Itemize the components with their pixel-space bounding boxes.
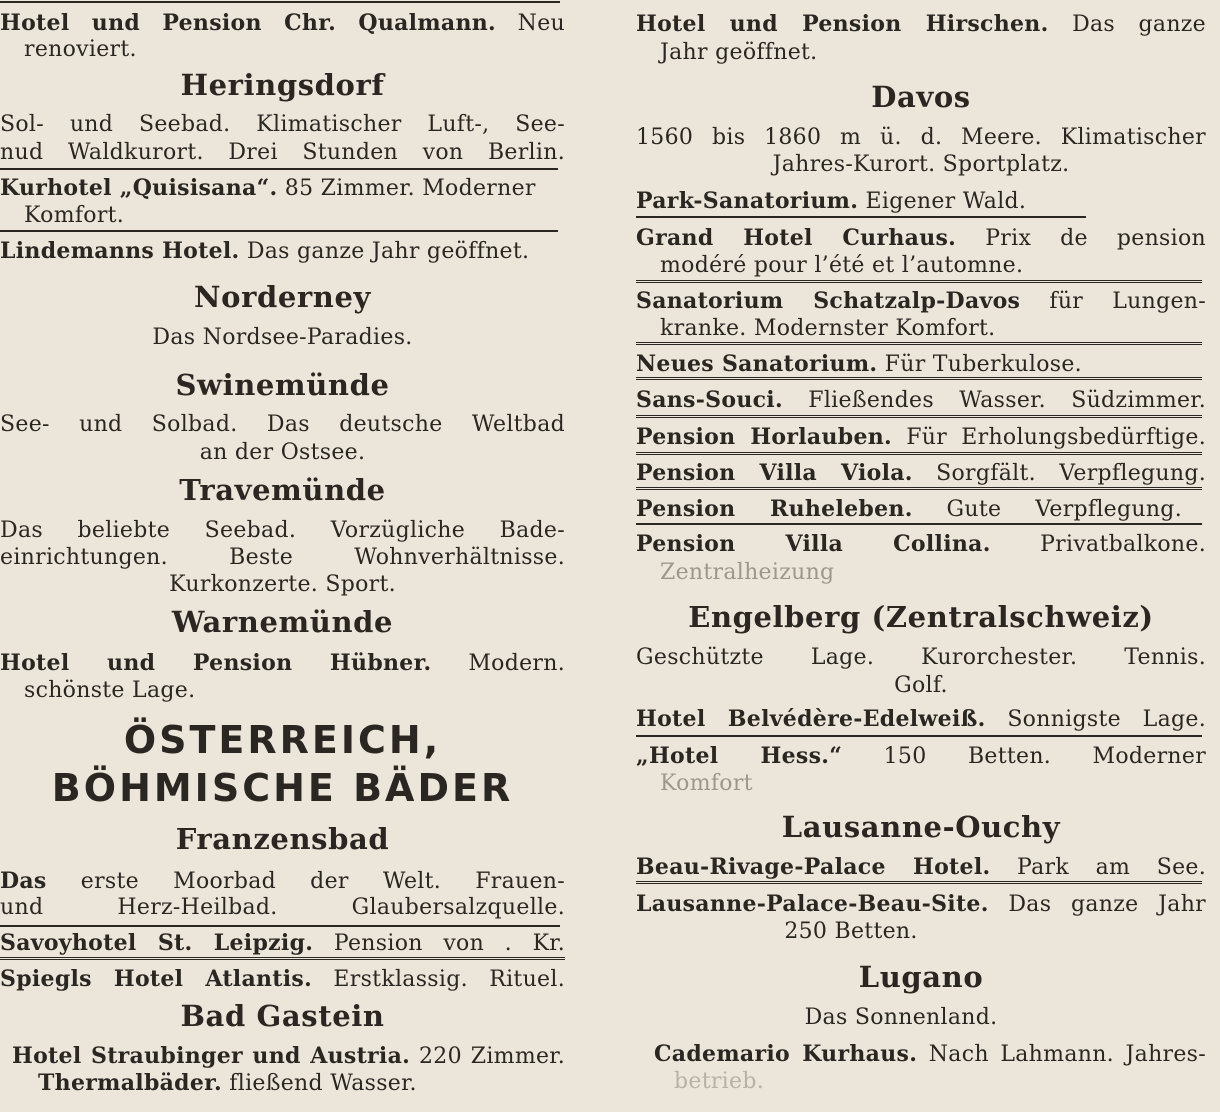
heading-heringsdorf: Heringsdorf xyxy=(180,68,385,102)
listing-sans-souci xyxy=(636,387,1206,414)
listing-hirschen xyxy=(636,11,1206,38)
description-line: und Herz-Heilbad. Glaubersalzquelle. xyxy=(0,895,565,920)
heading-norderney: Norderney xyxy=(194,280,371,314)
listing-lausanne-palace xyxy=(636,891,1206,918)
listing-text: Komfort. xyxy=(24,203,125,228)
listing-park-sanatorium xyxy=(636,188,1206,215)
description-line: 1560 bis 1860 m ü. d. Meere. Klimatischer xyxy=(636,125,1206,150)
hotel-name: Hotel und Pension Chr. Qualmann. xyxy=(0,10,497,36)
separator-rule xyxy=(636,735,1202,737)
listing-beau-rivage xyxy=(636,854,1206,881)
listing-text: renoviert. xyxy=(24,37,137,62)
listing-text: kranke. Modernster Komfort. xyxy=(660,316,996,341)
listing-text: 250 Betten. xyxy=(784,919,918,944)
listing-text: 85 Zimmer. Moderner xyxy=(284,176,536,201)
description-line: nud Waldkurort. Drei Stunden von Berlin. xyxy=(0,140,565,165)
hotel-name: Spiegls Hotel Atlantis. xyxy=(0,966,313,992)
description-line: Kurkonzerte. Sport. xyxy=(169,572,396,597)
separator-rule xyxy=(636,342,1202,348)
heading-lausanne: Lausanne-Ouchy xyxy=(781,810,1061,844)
listing-text: Nach Lahmann. Jahres- xyxy=(928,1042,1206,1067)
hotel-name: Kurhotel „Quisisana“. xyxy=(0,175,278,201)
listing-lindemanns xyxy=(0,238,565,265)
listing-text: betrieb. xyxy=(674,1069,764,1094)
listing-text: Eigener Wald. xyxy=(865,189,1027,214)
listing-atlantis xyxy=(0,966,565,993)
listing-text: Gute Verpflegung. xyxy=(946,497,1182,522)
listing-qualmann xyxy=(0,10,565,37)
description-line: Golf. xyxy=(894,673,948,698)
hotel-name: Pension Horlauben. xyxy=(636,424,893,450)
listing-savoyhotel xyxy=(0,930,565,957)
listing-text: Das ganze xyxy=(1072,12,1207,37)
listing-horlauben xyxy=(636,424,1206,451)
section-title-line1: ÖSTERREICH, xyxy=(123,718,442,762)
listing-villa-collina xyxy=(636,531,1206,558)
listing-text: Neu xyxy=(517,11,565,36)
listing-text xyxy=(0,1070,565,1097)
hotel-name: Park-Sanatorium. xyxy=(636,188,859,214)
listing-text: für Lungen- xyxy=(1049,289,1207,314)
separator-rule xyxy=(636,523,1202,525)
listing-text: Modern. xyxy=(468,651,565,676)
heading-franzensbad: Franzensbad xyxy=(175,822,390,856)
description-line: Das Sonnenland. xyxy=(804,1005,998,1030)
separator-rule xyxy=(0,925,560,927)
amenity-name: Thermalbäder. xyxy=(38,1070,222,1096)
hotel-name: Lausanne-Palace-Beau-Site. xyxy=(636,891,989,917)
listing-ruheleben xyxy=(636,496,1182,523)
description-line xyxy=(0,868,565,895)
listing-text: 220 Zimmer. xyxy=(418,1044,565,1069)
section-title-line2: BÖHMISCHE BÄDER xyxy=(51,766,514,810)
listing-text: Für Tuberkulose. xyxy=(884,352,1082,377)
hotel-name: Neues Sanatorium. xyxy=(636,351,878,377)
hotel-name: Sanatorium Schatzalp-Davos xyxy=(636,288,1021,314)
listing-straubinger xyxy=(12,1043,565,1070)
description-line: Das beliebte Seebad. Vorzügliche Bade- xyxy=(0,518,565,543)
hotel-name: Savoyhotel St. Leipzig. xyxy=(0,930,314,956)
separator-rule xyxy=(636,881,1202,887)
description-line: Das Nordsee-Paradies. xyxy=(152,325,413,350)
description-line: See- und Solbad. Das deutsche Weltbad xyxy=(0,412,565,437)
description-line: Geschützte Lage. Kurorchester. Tennis. xyxy=(636,645,1206,670)
listing-neues-sanatorium xyxy=(636,351,1206,378)
listing-text: schönste Lage. xyxy=(24,678,196,703)
listing-curhaus xyxy=(636,225,1206,252)
listing-quisisana xyxy=(0,175,565,202)
listing-text: Komfort xyxy=(660,771,753,796)
listing-huebner xyxy=(0,650,565,677)
listing-villa-viola xyxy=(636,460,1206,487)
separator-rule xyxy=(0,168,558,170)
description-line: an der Ostsee. xyxy=(199,440,366,465)
separator-rule xyxy=(0,1,560,3)
hotel-name: Sans-Souci. xyxy=(636,387,783,413)
hotel-name: Beau-Rivage-Palace Hotel. xyxy=(636,854,991,880)
description-line: Sol- und Seebad. Klimatischer Luft-, See- xyxy=(0,112,565,137)
heading-davos: Davos xyxy=(871,80,971,114)
heading-engelberg: Engelberg (Zentralschweiz) xyxy=(688,600,1154,634)
hotel-name: Grand Hotel Curhaus. xyxy=(636,225,957,251)
hotel-name: Hotel Belvédère-Edelweiß. xyxy=(636,706,986,732)
separator-rule xyxy=(0,957,565,963)
hotel-name: Hotel und Pension Hübner. xyxy=(0,650,432,676)
description-line: Jahres-Kurort. Sportplatz. xyxy=(772,152,1070,177)
listing-text: fließend Wasser. xyxy=(229,1071,417,1096)
emphasis-word: Das xyxy=(0,868,47,894)
listing-text: Privatbalkone. xyxy=(1040,532,1207,557)
separator-rule xyxy=(636,280,1202,286)
listing-text: Das ganze Jahr xyxy=(1008,892,1206,917)
separator-rule xyxy=(636,487,1202,493)
listing-text: Jahr geöffnet. xyxy=(660,40,818,65)
listing-cademario xyxy=(654,1041,1206,1068)
listing-text: Prix de pension xyxy=(985,226,1207,251)
listing-text: Das ganze Jahr geöffnet. xyxy=(246,239,530,264)
listing-hess xyxy=(636,743,1206,770)
hotel-name: Pension Villa Viola. xyxy=(636,460,913,486)
listing-text: Sorgfält. Verpflegung. xyxy=(936,461,1207,486)
listing-text: erste Moorbad der Welt. Frauen- xyxy=(80,869,565,894)
hotel-name: Lindemanns Hotel. xyxy=(0,238,240,264)
listing-text: Zentralheizung xyxy=(660,560,835,585)
listing-schatzalp xyxy=(636,288,1206,315)
heading-warnemuende: Warnemünde xyxy=(171,605,394,639)
listing-text: modéré pour l’été et l’automne. xyxy=(660,253,1024,278)
heading-badgastein: Bad Gastein xyxy=(180,999,385,1033)
listing-text: Für Erholungsbedürftige. xyxy=(906,425,1206,450)
hotel-name: Hotel und Pension Hirschen. xyxy=(636,11,1049,37)
listing-text: Sonnigste Lage. xyxy=(1007,707,1206,732)
listing-text: 150 Betten. Moderner xyxy=(883,744,1207,769)
separator-rule xyxy=(0,230,558,232)
heading-swinemuende: Swinemünde xyxy=(175,368,390,402)
listing-text: Park am See. xyxy=(1017,855,1207,880)
listing-belvedere xyxy=(636,706,1206,733)
hotel-name: Pension Villa Collina. xyxy=(636,531,991,557)
heading-lugano: Lugano xyxy=(858,960,984,994)
hotel-name: „Hotel Hess.“ xyxy=(636,743,843,769)
separator-rule xyxy=(636,452,1202,458)
hotel-name: Hotel Straubinger und Austria. xyxy=(12,1043,411,1069)
listing-text: Erstklassig. Rituel. xyxy=(333,967,565,992)
heading-travemuende: Travemünde xyxy=(179,473,386,507)
hotel-name: Pension Ruheleben. xyxy=(636,496,913,522)
listing-text: Fließendes Wasser. Südzimmer. xyxy=(808,388,1206,413)
hotel-name: Cademario Kurhaus. xyxy=(654,1041,918,1067)
listing-text: Pension von . Kr. xyxy=(333,931,565,956)
separator-rule xyxy=(636,377,1202,383)
separator-rule xyxy=(636,415,1202,421)
description-line: einrichtungen. Beste Wohnverhältnisse. xyxy=(0,545,565,570)
separator-rule xyxy=(636,216,1086,218)
